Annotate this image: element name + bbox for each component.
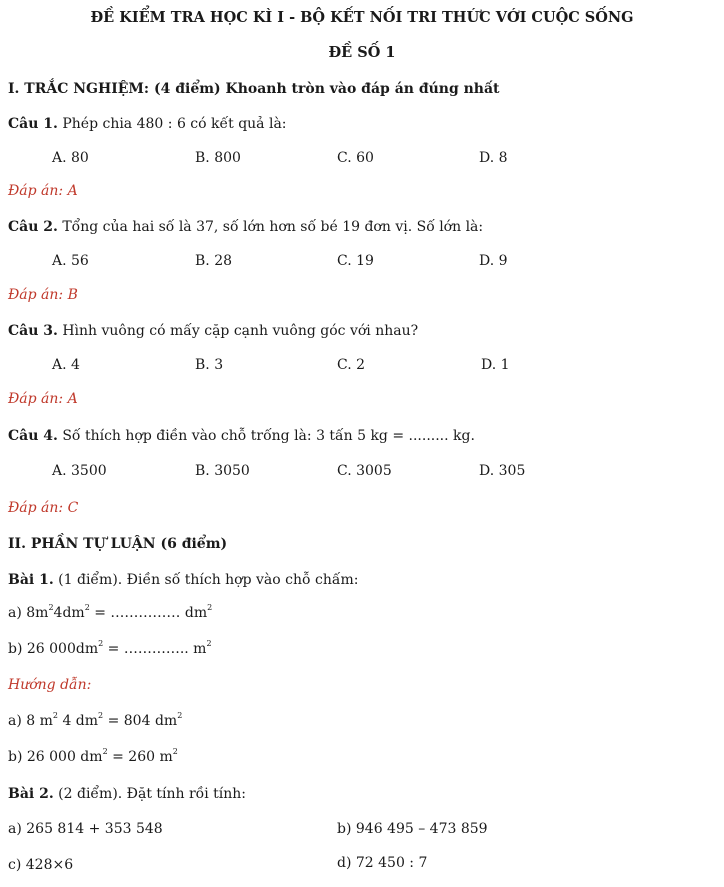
question-2-label: Câu 2. <box>8 219 58 235</box>
question-4-answer: Đáp án: C <box>8 500 79 516</box>
question-3-options <box>0 357 724 377</box>
question-2 <box>8 219 483 235</box>
bai1-a-mid: 4dm <box>53 605 85 621</box>
bai1-b-eq: = ………….. m <box>103 641 207 657</box>
question-3-label: Câu 3. <box>8 323 58 339</box>
question-2-options <box>0 253 724 273</box>
bai1-b <box>8 641 212 657</box>
guide-a-eq: = 804 dm <box>103 713 178 729</box>
bai1-instruction <box>8 572 358 588</box>
option-b[interactable]: B. 800 <box>195 150 241 166</box>
bai1-guide-b <box>8 749 178 765</box>
bai2-d: d) 72 450 : 7 <box>337 855 428 871</box>
superscript: 2 <box>172 747 178 756</box>
superscript: 2 <box>98 639 104 648</box>
bai2-a: a) 265 814 + 353 548 <box>8 821 163 837</box>
bai1-a-prefix: a) 8m <box>8 605 49 621</box>
bai1-guide-heading: Hướng dẫn: <box>8 677 92 693</box>
superscript: 2 <box>48 603 54 612</box>
document-subtitle: ĐỀ SỐ 1 <box>328 44 396 61</box>
bai1-guide-a <box>8 713 182 729</box>
superscript: 2 <box>206 639 212 648</box>
option-b[interactable]: B. 28 <box>195 253 233 269</box>
option-c[interactable]: C. 19 <box>337 253 374 269</box>
question-1-options <box>0 150 724 170</box>
option-d[interactable]: D. 9 <box>479 253 508 269</box>
option-b[interactable]: B. 3050 <box>195 463 250 479</box>
bai1-text: (1 điểm). Điền số thích hợp vào chỗ chấm: <box>53 572 359 588</box>
question-4-label: Câu 4. <box>8 428 58 444</box>
question-3 <box>8 323 418 339</box>
option-d[interactable]: D. 8 <box>479 150 508 166</box>
question-1-label: Câu 1. <box>8 116 58 132</box>
option-a[interactable]: A. 80 <box>52 150 89 166</box>
bai2-b: b) 946 495 – 473 859 <box>337 821 488 837</box>
question-1-answer: Đáp án: A <box>8 183 78 199</box>
bai2-label: Bài 2. <box>8 786 54 802</box>
question-2-answer: Đáp án: B <box>8 287 78 303</box>
option-a[interactable]: A. 3500 <box>52 463 107 479</box>
option-a[interactable]: A. 4 <box>52 357 80 373</box>
bai1-a-eq: = …………… dm <box>89 605 208 621</box>
question-4-text: Số thích hợp điền vào chỗ trống là: 3 tấn 5 kg = ......... kg. <box>57 428 475 444</box>
bai2-text: (2 điểm). Đặt tính rồi tính: <box>53 786 247 802</box>
superscript: 2 <box>102 747 108 756</box>
question-1-text: Phép chia 480 : 6 có kết quả là: <box>57 116 287 132</box>
question-1 <box>8 116 287 132</box>
option-c[interactable]: C. 60 <box>337 150 374 166</box>
option-c[interactable]: C. 2 <box>337 357 366 373</box>
document-title: ĐỀ KIỂM TRA HỌC KÌ I - BỘ KẾT NỐI TRI THỨC VỚI CUỘC SỐNG <box>90 9 634 26</box>
option-c[interactable]: C. 3005 <box>337 463 392 479</box>
option-d[interactable]: D. 305 <box>479 463 526 479</box>
bai1-a <box>8 605 212 621</box>
superscript: 2 <box>207 603 213 612</box>
bai1-b-prefix: b) 26 000dm <box>8 641 99 657</box>
question-3-text: Hình vuông có mấy cặp cạnh vuông góc với nhau? <box>57 323 419 339</box>
part2-heading: II. PHẦN TỰ LUẬN (6 điểm) <box>8 536 228 552</box>
superscript: 2 <box>177 711 183 720</box>
bai2-c: c) 428×6 <box>8 857 74 873</box>
question-4 <box>8 428 475 444</box>
guide-b-prefix: b) 26 000 dm <box>8 749 103 765</box>
option-d[interactable]: D. 1 <box>481 357 510 373</box>
superscript: 2 <box>98 711 104 720</box>
part1-heading: I. TRẮC NGHIỆM: (4 điểm) Khoanh tròn vào đáp án đúng nhất <box>8 81 500 97</box>
guide-a-mid: 4 dm <box>58 713 99 729</box>
option-b[interactable]: B. 3 <box>195 357 224 373</box>
bai1-label: Bài 1. <box>8 572 54 588</box>
guide-a-prefix: a) 8 m <box>8 713 53 729</box>
question-4-options <box>0 463 724 483</box>
option-a[interactable]: A. 56 <box>52 253 89 269</box>
bai2-instruction <box>8 786 246 802</box>
superscript: 2 <box>52 711 58 720</box>
question-2-text: Tổng của hai số là 37, số lớn hơn số bé 19 đơn vị. Số lớn là: <box>57 219 484 235</box>
question-3-answer: Đáp án: A <box>8 391 78 407</box>
guide-b-eq: = 260 m <box>107 749 173 765</box>
superscript: 2 <box>84 603 90 612</box>
